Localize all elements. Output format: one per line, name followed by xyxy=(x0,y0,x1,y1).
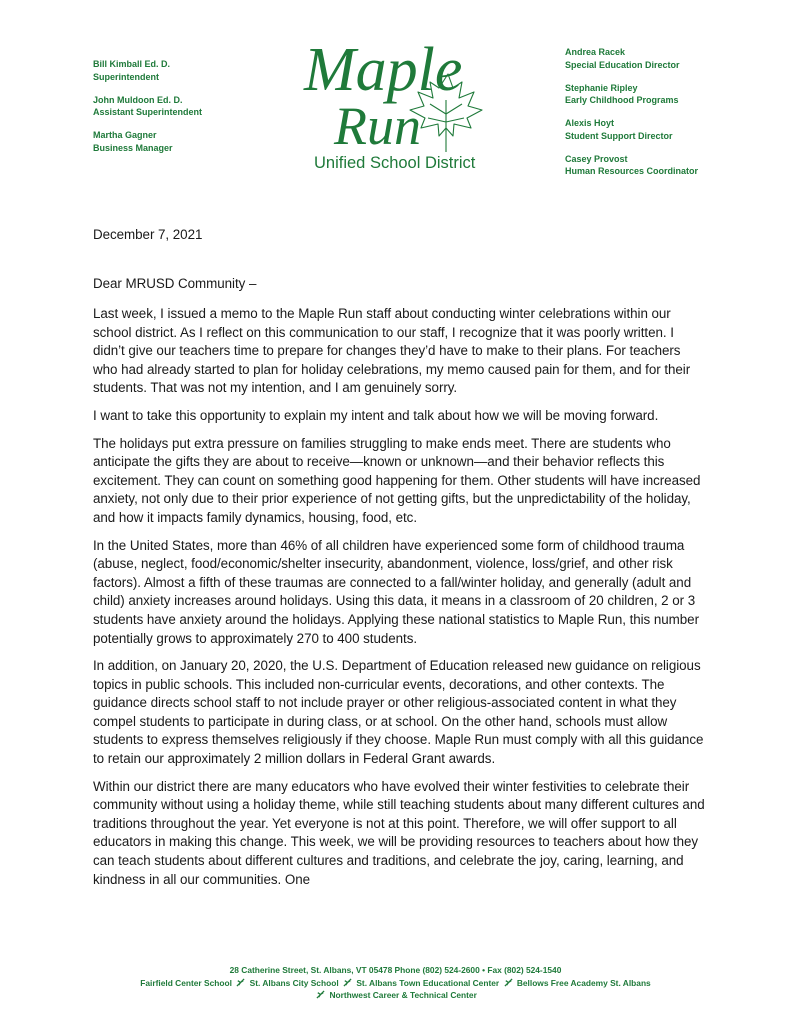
footer-address: 28 Catherine Street, St. Albans, VT 05478 Phone (802) 524-2600 • Fax (802) 524-1540 xyxy=(229,965,562,975)
school-name: St. Albans City School xyxy=(249,977,339,988)
staff-entry xyxy=(565,82,698,107)
staff-list-left xyxy=(93,58,202,165)
staff-title: Early Childhood Programs xyxy=(565,95,679,105)
leaf-separator-icon xyxy=(504,978,513,987)
staff-name: Martha Gagner xyxy=(93,130,157,140)
letter-body xyxy=(93,305,705,898)
staff-entry xyxy=(565,117,698,142)
staff-entry xyxy=(93,58,202,83)
letter-paragraph: In addition, on January 20, 2020, the U.S. Department of Education released new guidance on religious topics in public schools. This included non-curricular events, decorations, and other contexts. The guidance directs school staff to not include prayer or other religious-associated content in what they compel students to participate in during class, or at school. On the other hand, schools must allow students to express themselves religiously if they choose. Maple Run must comply with all this guidance to retain our approximately 2 million dollars in Federal Grant awards. xyxy=(93,658,704,767)
footer-schools xyxy=(90,977,701,990)
school-name: Fairfield Center School xyxy=(140,977,232,988)
letter-paragraph: The holidays put extra pressure on families struggling to make ends meet. There are students who anticipate the gifts they are about to receive—known or unknown—and their behavior reflects this excitement. They can count on something good happening for them. Other students will have increased anxiety, not only due to their prior experience of not getting gifts, but the unpredictability of the holiday, and how it impacts family dynamics, housing, food, etc. xyxy=(93,435,701,525)
letter-date: December 7, 2021 xyxy=(93,227,203,242)
logo-subtitle: Unified School District xyxy=(314,154,476,172)
letter-paragraph: I want to take this opportunity to explain my intent and talk about how we will be moving forward. xyxy=(93,407,659,423)
logo-word-maple: Maple xyxy=(304,36,463,104)
staff-name: Casey Provost xyxy=(565,153,628,164)
staff-title: Human Resources Coordinator xyxy=(565,166,699,176)
school-name: St. Albans Town Educational Center xyxy=(356,977,500,988)
staff-name: Alexis Hoyt xyxy=(565,118,615,128)
staff-entry xyxy=(93,129,202,154)
staff-entry xyxy=(93,94,202,119)
staff-name: Bill Kimball Ed. D. xyxy=(93,59,171,69)
footer-schools-second-line xyxy=(90,989,701,1002)
staff-name: Stephanie Ripley xyxy=(565,82,638,93)
staff-entry xyxy=(565,153,698,178)
school-name: Bellows Free Academy St. Albans xyxy=(516,977,651,988)
school-name: Northwest Career & Technical Center xyxy=(329,990,477,1000)
staff-name: Andrea Racek xyxy=(565,47,626,57)
staff-list-right xyxy=(565,46,698,188)
staff-title: Student Support Director xyxy=(565,130,673,141)
leaf-separator-icon xyxy=(236,978,245,987)
letter-paragraph: Last week, I issued a memo to the Maple Run staff about conducting winter celebrations within our school district. As I reflect on this communication to our staff, I recognize that it was poorly written. I didn’t give our teachers time to prepare for changes they’d have to make to their plans. For teachers who had already started to plan for holiday celebrations, my memo caused pain for them, and for their students. That was not my intention, and I am genuinely sorry. xyxy=(93,306,691,396)
staff-title: Business Manager xyxy=(93,142,173,153)
leaf-separator-icon xyxy=(316,990,325,999)
staff-title: Superintendent xyxy=(93,71,160,82)
staff-title: Special Education Director xyxy=(565,59,680,70)
letter-greeting: Dear MRUSD Community – xyxy=(93,276,257,291)
staff-name: John Muldoon Ed. D. xyxy=(93,94,183,105)
maple-run-logo xyxy=(296,18,496,178)
letter-footer xyxy=(90,964,701,1002)
leaf-separator-icon xyxy=(343,978,352,987)
letter-paragraph: Within our district there are many educators who have evolved their winter festivities to celebrate their community without using a holiday theme, while still teaching students about many different cultures and traditions throughout the year. Yet everyone is not at this point. Therefore, we will offer support to all educators in making this change. This week, we will be providing resources to teachers about how they can teach students about different cultures and traditions, and celebrate the joy, caring, learning, and kindness in all our communities. One xyxy=(93,778,705,887)
staff-title: Assistant Superintendent xyxy=(93,107,203,117)
logo-word-run: Run xyxy=(334,96,421,156)
staff-entry xyxy=(565,46,698,71)
letter-paragraph: In the United States, more than 46% of all children have experienced some form of childhood trauma (abuse, neglect, food/economic/shelter insecurity, abandonment, violence, loss/grief, and other risk factors). Almost a fifth of these traumas are connected to a fall/winter holiday, and generally (adult and child) anxiety increases around holidays. Using this data, it means in a classroom of 20 children, 2 or 3 students have anxiety around the holidays. Applying these national statistics to Maple Run, this number potentially grows to approximately 270 to 400 students. xyxy=(93,537,699,646)
